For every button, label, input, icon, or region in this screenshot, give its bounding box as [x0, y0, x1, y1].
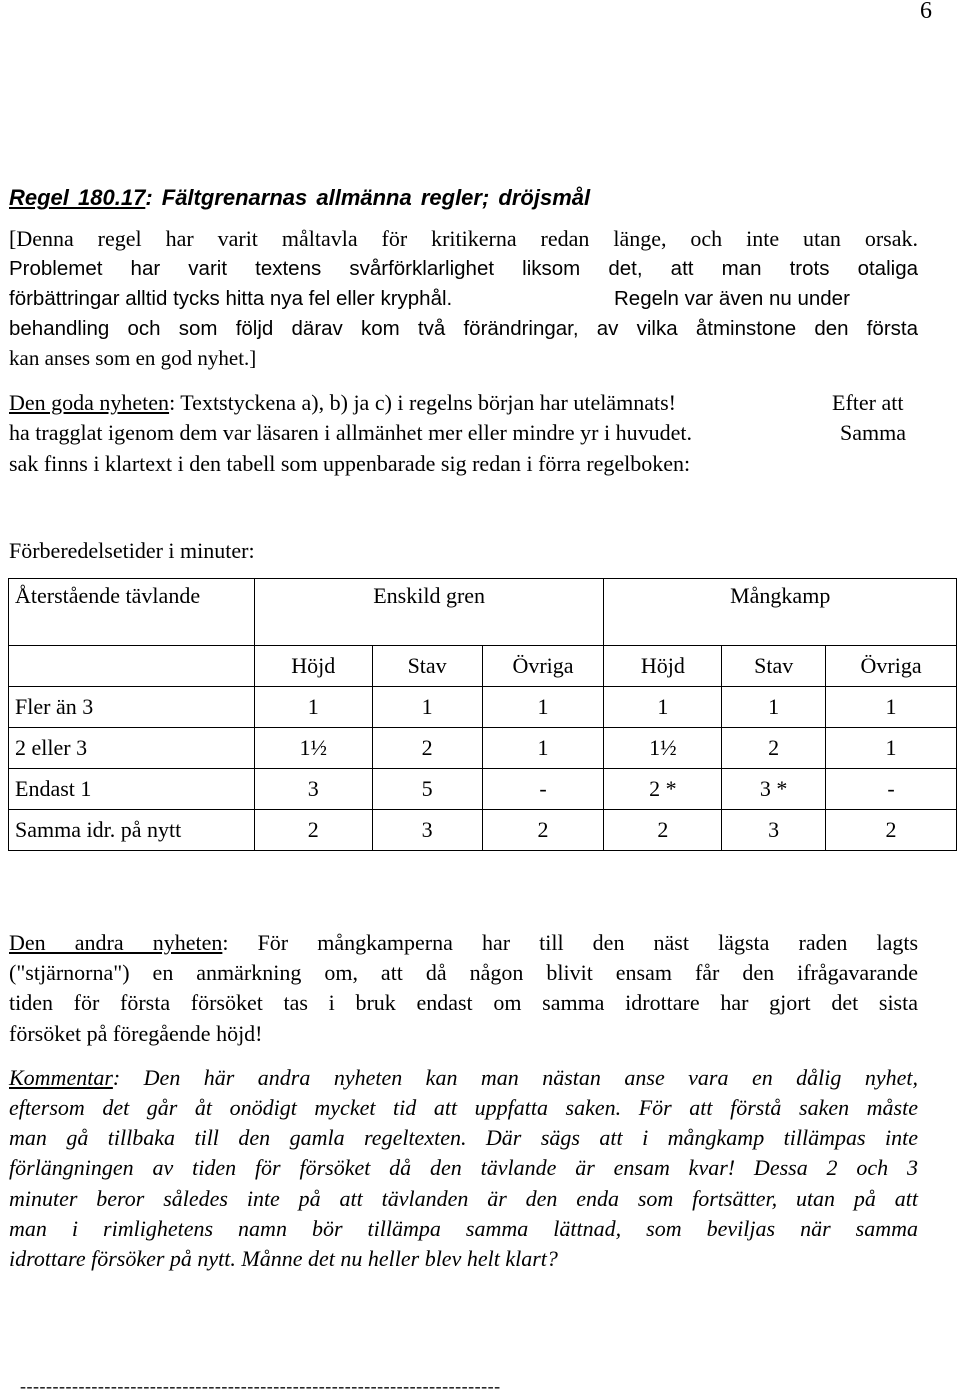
- table-cell: 2 *: [604, 769, 722, 810]
- second-news-line: tiden för första försöket tas i bruk endast om samma idrottare har gjort det sista: [9, 990, 918, 1015]
- first-news-line: Efter att: [832, 390, 904, 415]
- header-remaining-competitors: Återstående tävlande: [9, 579, 255, 646]
- table-cell: 1½: [604, 728, 722, 769]
- row-label: Endast 1: [9, 769, 255, 810]
- intro-line: Problemet har varit textens svårförklarlighet liksom det, att man trots otaliga: [9, 257, 918, 280]
- table-cell: 1: [826, 728, 957, 769]
- header-combined-events: Mångkamp: [604, 579, 957, 646]
- table-cell: 3 *: [722, 769, 826, 810]
- rule-title: : Fältgrenarnas allmänna regler; dröjsmål: [145, 185, 591, 210]
- table-cell: 3: [254, 769, 372, 810]
- table-row: [9, 810, 957, 851]
- table-cell: 1: [722, 687, 826, 728]
- table-cell: -: [482, 769, 604, 810]
- second-news-line: ("stjärnorna") en anmärkning om, att då någon blivit ensam får den ifrågavarande: [9, 960, 918, 985]
- table-caption: Förberedelsetider i minuter:: [9, 538, 255, 563]
- table-cell: 2: [604, 810, 722, 851]
- first-news-line: Samma: [840, 420, 906, 445]
- subheader-empty: [9, 646, 255, 687]
- table-cell: 1: [254, 687, 372, 728]
- table-cell: 1: [604, 687, 722, 728]
- table-cell: 2: [482, 810, 604, 851]
- preparation-times-table: [8, 578, 957, 851]
- table-cell: 2: [826, 810, 957, 851]
- table-cell: 1: [482, 687, 604, 728]
- rule-number: Regel 180.17: [9, 185, 146, 210]
- row-label: 2 eller 3: [9, 728, 255, 769]
- comment-line: man gå tillbaka till den gamla regeltexten. Där sägs att i mångkamp tillämpas inte: [9, 1125, 918, 1150]
- comment-line: eftersom det går åt onödigt mycket tid att uppfatta saken. För att förstå saken måste: [9, 1095, 918, 1120]
- subheader-cell: Stav: [722, 646, 826, 687]
- first-news-line: sak finns i klartext i den tabell som uppenbarade sig redan i förra regelboken:: [9, 451, 691, 476]
- row-label: Samma idr. på nytt: [9, 810, 255, 851]
- intro-line: Regeln var även nu under: [614, 287, 850, 310]
- comment-line: förlängningen av tiden för försöket då den tävlande är ensam kvar! Dessa 2 och 3: [9, 1155, 918, 1180]
- table-cell: 1½: [254, 728, 372, 769]
- footer-separator: --------------------------------------------------------------------------: [20, 1376, 501, 1396]
- subheader-cell: Övriga: [826, 646, 957, 687]
- comment-line: minuter beror således inte på att tävlanden är den enda som fortsätter, utan på att: [9, 1186, 918, 1211]
- subheader-cell: Höjd: [254, 646, 372, 687]
- comment-line: Kommentar: Den här andra nyheten kan man nästan anse vara en dålig nyhet,: [9, 1065, 918, 1090]
- table-cell: 3: [722, 810, 826, 851]
- intro-line: behandling och som följd därav kom två förändringar, av vilka åtminstone den första: [9, 317, 918, 340]
- table-cell: 2: [722, 728, 826, 769]
- intro-line: [Denna regel har varit måltavla för kritikerna redan länge, och inte utan orsak.: [9, 226, 918, 251]
- table-cell: 2: [254, 810, 372, 851]
- intro-line: förbättringar alltid tycks hitta nya fel eller kryphål.: [9, 287, 453, 310]
- table-row: [9, 769, 957, 810]
- subheader-cell: Övriga: [482, 646, 604, 687]
- first-news-label: Den goda nyheten: [9, 390, 170, 415]
- table-cell: -: [826, 769, 957, 810]
- first-news-line: Den goda nyheten: Textstyckena a), b) ja c) i regelns början har utelämnats!: [9, 390, 676, 415]
- page-number: 6: [920, 0, 932, 24]
- table-cell: 2: [372, 728, 482, 769]
- table-cell: 1: [372, 687, 482, 728]
- table-row: [9, 728, 957, 769]
- comment-line: man i rimlighetens namn bör tillämpa samma lättnad, som beviljas när samma: [9, 1216, 918, 1241]
- table-cell: 5: [372, 769, 482, 810]
- comment-label: Kommentar: [9, 1065, 113, 1090]
- second-news-line: Den andra nyheten: För mångkamperna har till den näst lägsta raden lagts: [9, 930, 919, 955]
- table-cell: 1: [826, 687, 957, 728]
- header-single-event: Enskild gren: [254, 579, 604, 646]
- intro-line: kan anses som en god nyhet.]: [9, 346, 257, 370]
- row-label: Fler än 3: [9, 687, 255, 728]
- subheader-cell: Stav: [372, 646, 482, 687]
- table-row: [9, 687, 957, 728]
- second-news-line: försöket på föregående höjd!: [9, 1021, 263, 1046]
- table-cell: 1: [482, 728, 604, 769]
- first-news-line: ha tragglat igenom dem var läsaren i allmänhet mer eller mindre yr i huvudet.: [9, 420, 692, 445]
- rule-heading: [9, 185, 590, 211]
- comment-line: idrottare försöker på nytt. Månne det nu heller blev helt klart?: [9, 1246, 558, 1271]
- second-news-label: Den andra nyheten: [9, 930, 223, 955]
- table-cell: 3: [372, 810, 482, 851]
- subheader-cell: Höjd: [604, 646, 722, 687]
